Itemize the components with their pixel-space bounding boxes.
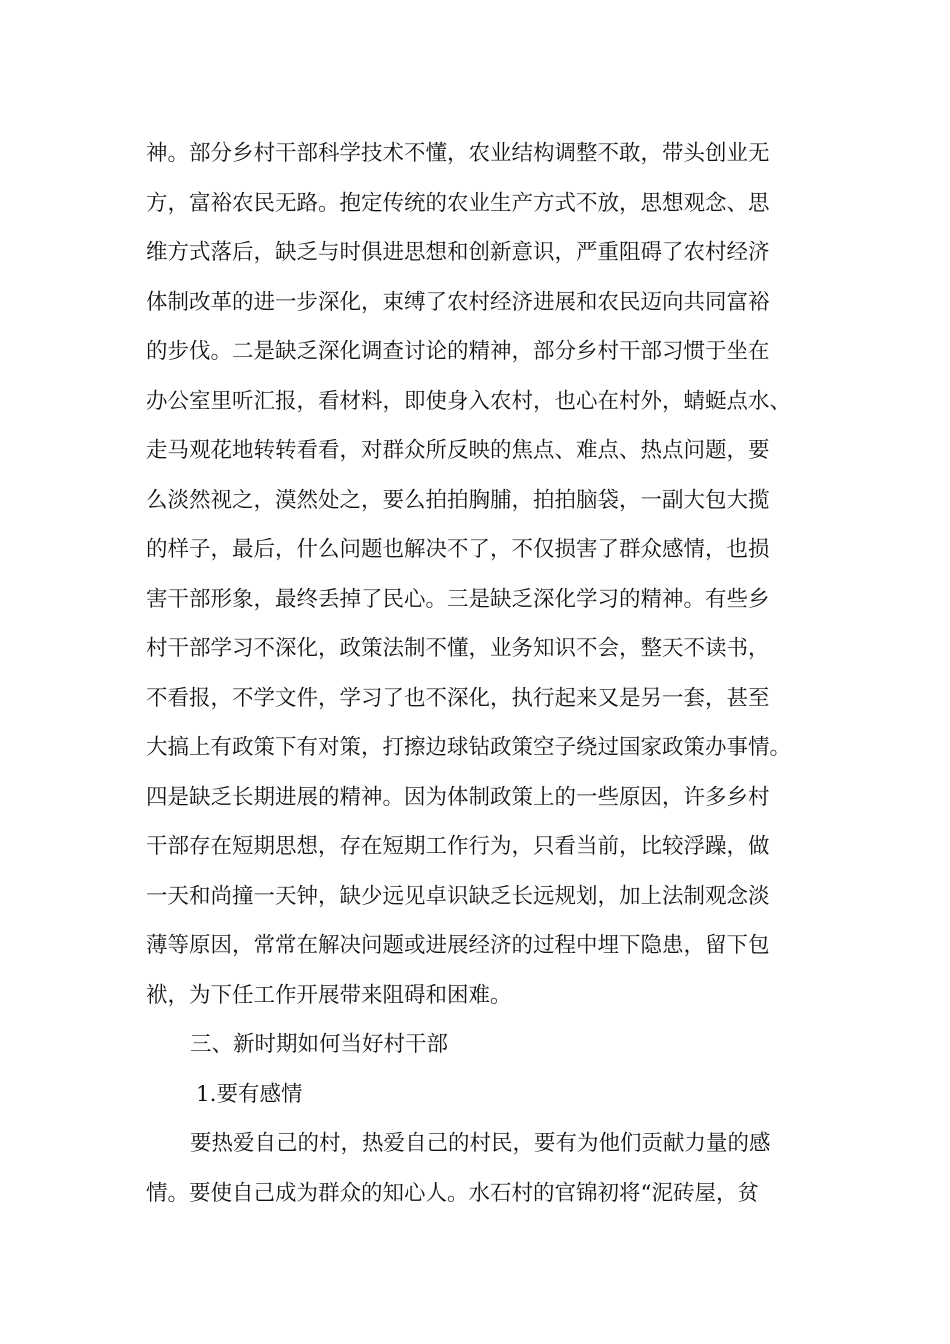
- body-line: 村干部学习不深化，政策法制不懂，业务知识不会，整天不读书，: [146, 636, 770, 661]
- body-line: 体制改革的进一步深化，束缚了农村经济进展和农民迈向共同富裕: [146, 290, 770, 315]
- body-line: 不看报，不学文件，学习了也不深化，执行起来又是另一套，甚至: [146, 686, 770, 711]
- body-line: 办公室里听汇报，看材料，即使身入农村，也心在村外，蜻蜓点水、: [146, 389, 792, 414]
- body-line: 一天和尚撞一天钟，缺少远见卓识缺乏长远规划，加上法制观念淡: [146, 884, 770, 909]
- body-line: 方，富裕农民无路。抱定传统的农业生产方式不放，思想观念、思: [146, 191, 770, 216]
- body-line: 干部存在短期思想，存在短期工作行为，只看当前，比较浮躁，做: [146, 834, 770, 859]
- subheading: 1.要有感情: [196, 1082, 303, 1107]
- body-line: 的样子，最后，什么问题也解决不了，不仅损害了群众感情，也损: [146, 537, 770, 562]
- body-line: 害干部形象，最终丢掉了民心。三是缺乏深化学习的精神。有些乡: [146, 587, 770, 612]
- body-line: 神。部分乡村干部科学技术不懂，农业结构调整不敢，带头创业无: [146, 141, 770, 166]
- body-line: 情。要使自己成为群众的知心人。水石村的官锦初将“泥砖屋，贫: [146, 1181, 759, 1206]
- body-line: 么淡然视之，漠然处之，要么拍拍胸脯，拍拍脑袋，一副大包大揽: [146, 488, 770, 513]
- body-line: 四是缺乏长期进展的精神。因为体制政策上的一些原因，许多乡村: [146, 785, 770, 810]
- section-heading: 三、新时期如何当好村干部: [190, 1032, 449, 1057]
- body-line: 走马观花地转转看看，对群众所反映的焦点、难点、热点问题，要: [146, 438, 770, 463]
- body-line: 维方式落后，缺乏与时俱进思想和创新意识，严重阻碍了农村经济: [146, 240, 770, 265]
- body-line: 要热爱自己的村，热爱自己的村民，要有为他们贡献力量的感: [190, 1131, 771, 1156]
- body-line: 的步伐。二是缺乏深化调查讨论的精神，部分乡村干部习惯于坐在: [146, 339, 770, 364]
- body-line: 薄等原因，常常在解决问题或进展经济的过程中埋下隐患，留下包: [146, 933, 770, 958]
- body-line: 大搞上有政策下有对策，打擦边球钻政策空子绕过国家政策办事情。: [146, 735, 792, 760]
- body-line: 袱，为下任工作开展带来阻碍和困难。: [146, 983, 512, 1008]
